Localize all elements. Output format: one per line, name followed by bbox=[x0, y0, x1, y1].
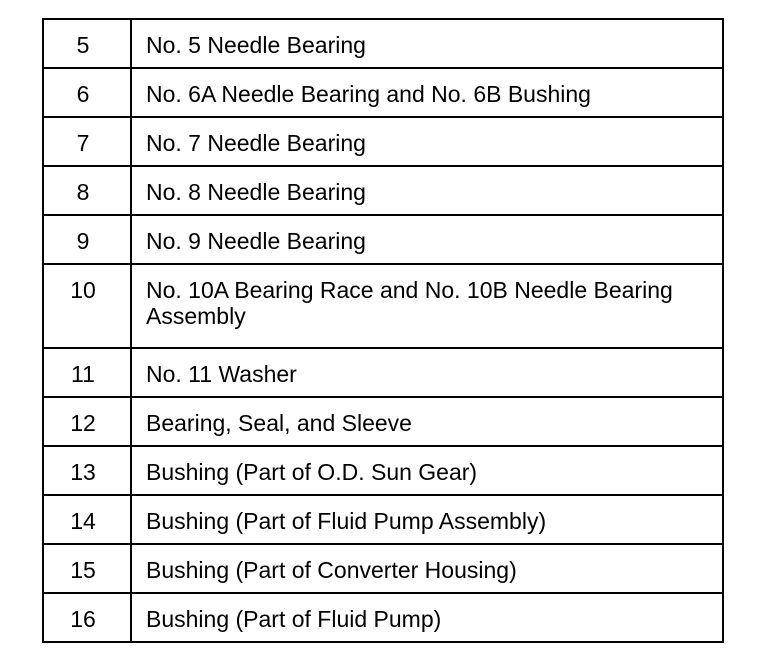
item-number: 6 bbox=[43, 68, 131, 117]
item-description: Bearing, Seal, and Sleeve bbox=[131, 397, 723, 446]
table-row bbox=[43, 166, 723, 215]
item-description: No. 11 Washer bbox=[131, 348, 723, 397]
item-number: 5 bbox=[43, 19, 131, 68]
item-number: 14 bbox=[43, 495, 131, 544]
item-description: Bushing (Part of O.D. Sun Gear) bbox=[131, 446, 723, 495]
item-number: 16 bbox=[43, 593, 131, 642]
table-row bbox=[43, 397, 723, 446]
table-row bbox=[43, 19, 723, 68]
item-number: 13 bbox=[43, 446, 131, 495]
table-row bbox=[43, 215, 723, 264]
table-row bbox=[43, 495, 723, 544]
table-row bbox=[43, 348, 723, 397]
item-number: 8 bbox=[43, 166, 131, 215]
item-description: Bushing (Part of Converter Housing) bbox=[131, 544, 723, 593]
item-number: 9 bbox=[43, 215, 131, 264]
table-row bbox=[43, 117, 723, 166]
item-number: 15 bbox=[43, 544, 131, 593]
item-description: Bushing (Part of Fluid Pump Assembly) bbox=[131, 495, 723, 544]
table-row bbox=[43, 544, 723, 593]
table-row bbox=[43, 68, 723, 117]
item-description: No. 9 Needle Bearing bbox=[131, 215, 723, 264]
item-description: No. 5 Needle Bearing bbox=[131, 19, 723, 68]
item-description: No. 7 Needle Bearing bbox=[131, 117, 723, 166]
table-row bbox=[43, 593, 723, 642]
parts-table bbox=[42, 18, 724, 643]
item-description: Bushing (Part of Fluid Pump) bbox=[131, 593, 723, 642]
item-number: 11 bbox=[43, 348, 131, 397]
parts-table-body bbox=[43, 19, 723, 642]
table-row bbox=[43, 446, 723, 495]
item-number: 12 bbox=[43, 397, 131, 446]
item-number: 10 bbox=[43, 264, 131, 348]
item-number: 7 bbox=[43, 117, 131, 166]
item-description: No. 6A Needle Bearing and No. 6B Bushing bbox=[131, 68, 723, 117]
item-description: No. 10A Bearing Race and No. 10B Needle Bearing Assembly bbox=[131, 264, 723, 348]
item-description: No. 8 Needle Bearing bbox=[131, 166, 723, 215]
table-row bbox=[43, 264, 723, 348]
